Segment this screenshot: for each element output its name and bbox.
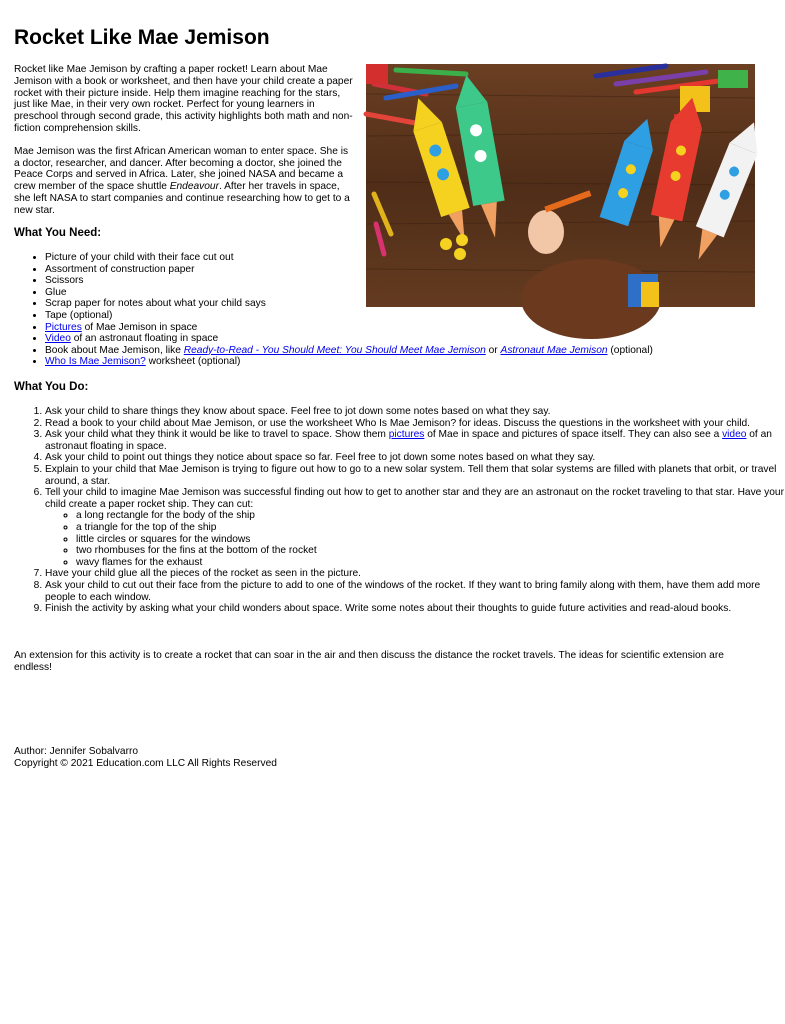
cut-shapes-list	[45, 510, 785, 568]
pictures-link[interactable]: pictures	[388, 429, 425, 441]
sub-list-item: ◦ a triangle for the top of the ship	[76, 522, 785, 534]
sub-list-item: ◦ a long rectangle for the body of the ship	[76, 510, 785, 522]
list-item-text: (optional)	[607, 344, 653, 356]
step-text: Tell your child to imagine Mae Jemison was successful finding out how to get to another star and they are an astronaut on the rocket traveling to that star. Have your child create a paper rocket ship. They can cut:	[45, 487, 784, 510]
list-item: • Assortment of construction paper	[45, 264, 785, 276]
list-item: • Tape (optional)	[45, 310, 785, 322]
list-item-text: of an astronaut floating in space	[70, 333, 219, 345]
list-item: • Scissors	[45, 275, 785, 287]
list-item	[45, 333, 785, 345]
book-link-you-should-meet[interactable]	[184, 345, 486, 356]
page-title: Rocket Like Mae Jemison	[14, 26, 270, 49]
list-item: • Glue	[45, 287, 785, 299]
book-title: Ready-to-Read - You Should Meet: You Should Meet Mae Jemison	[183, 344, 486, 356]
pictures-link[interactable]: Pictures	[45, 321, 82, 333]
step-item: 8. Ask your child to cut out their face from the picture to add to one of the windows of the rocket. If they want to bring family along with them, have them add more people to each window.	[45, 580, 785, 603]
list-item-text: of Mae Jemison in space	[81, 321, 198, 333]
steps-list	[14, 406, 785, 615]
list-item	[45, 345, 785, 357]
list-item	[45, 356, 785, 368]
materials-list	[14, 252, 785, 368]
sub-list-item: ◦ little circles or squares for the windows	[76, 534, 785, 546]
book-link-astronaut[interactable]	[501, 345, 608, 356]
intro	[14, 64, 354, 228]
step-item: 4. Ask your child to point out things they notice about space so far. Feel free to jot down some notes based on what they say.	[45, 452, 785, 464]
step-text: of Mae in space and pictures of space itself. They can also see a	[424, 429, 723, 441]
footer	[14, 746, 277, 769]
step-text: of an astronaut floating in space.	[45, 429, 772, 452]
sub-list-item: ◦ wavy flames for the exhaust	[76, 557, 785, 569]
step-item: 9. Finish the activity by asking what your child wonders about space. Write some notes about their thoughts to guide future activities and read-aloud books.	[45, 603, 785, 615]
list-item-text: or	[485, 344, 501, 356]
video-link[interactable]: video	[722, 429, 747, 441]
step-item: 7. Have your child glue all the pieces of the rocket as seen in the picture.	[45, 568, 785, 580]
step-item: 5. Explain to your child that Mae Jemison is trying to figure out how to go to a new solar system. Tell them that solar systems are filled with planets that orbit, or travel around, a star.	[45, 464, 785, 487]
shuttle-name: Endeavour	[169, 181, 219, 193]
list-item	[45, 322, 785, 334]
intro-text: Mae Jemison was the first African American woman to enter space. She is a doctor, researcher, and dancer. After becoming a doctor, she joined the Peace Corps and served in Africa. Later, she joined NASA and became a crew member of the space shuttle	[14, 145, 349, 193]
worksheet-link[interactable]: Who Is Mae Jemison?	[45, 356, 146, 368]
book-title: Astronaut Mae Jemison	[500, 344, 608, 356]
step-item	[45, 487, 785, 568]
list-item: • Scrap paper for notes about what your child says	[45, 298, 785, 310]
video-link[interactable]: Video	[45, 333, 71, 345]
step-item	[45, 429, 785, 452]
copyright-line: Copyright © 2021 Education.com LLC All Rights Reserved	[14, 757, 277, 769]
extension-paragraph: An extension for this activity is to create a rocket that can soar in the air and then discuss the distance the rocket travels. The ideas for scientific extension are endless!	[14, 650, 724, 673]
sub-list-item: ◦ two rhombuses for the fins at the bottom of the rocket	[76, 545, 785, 557]
intro-paragraph-2	[14, 146, 354, 217]
list-item-text: Book about Mae Jemison, like	[45, 344, 184, 356]
step-item: 2. Read a book to your child about Mae Jemison, or use the worksheet Who Is Mae Jemison? for ideas. Discuss the questions in the worksheet with your child.	[45, 418, 785, 430]
what-you-need-heading: What You Need:	[14, 227, 102, 239]
intro-paragraph-1: Rocket like Mae Jemison by crafting a paper rocket! Learn about Mae Jemison with a book or worksheet, and then have your child create a paper rocket with their picture inside. Help them imagine reaching for the stars, just like Mae, in their very own rocket. Perfect for young learners in preschool through second grade, this activity highlights both math and non-fiction comprehension skills.	[14, 64, 353, 134]
step-text: Ask your child what they think it would be like to travel to space. Show them	[45, 429, 389, 441]
intro-text: . After her travels in space, she left NASA to start companies and continue researching how to get to a new star.	[14, 181, 350, 216]
what-you-do-heading: What You Do:	[14, 381, 89, 393]
step-item: 1. Ask your child to share things they know about space. Feel free to jot down some notes based on what they say.	[45, 406, 785, 418]
list-item-text: worksheet (optional)	[145, 356, 241, 368]
author-line: Author: Jennifer Sobalvarro	[14, 746, 139, 757]
list-item: • Picture of your child with their face cut out	[45, 252, 785, 264]
